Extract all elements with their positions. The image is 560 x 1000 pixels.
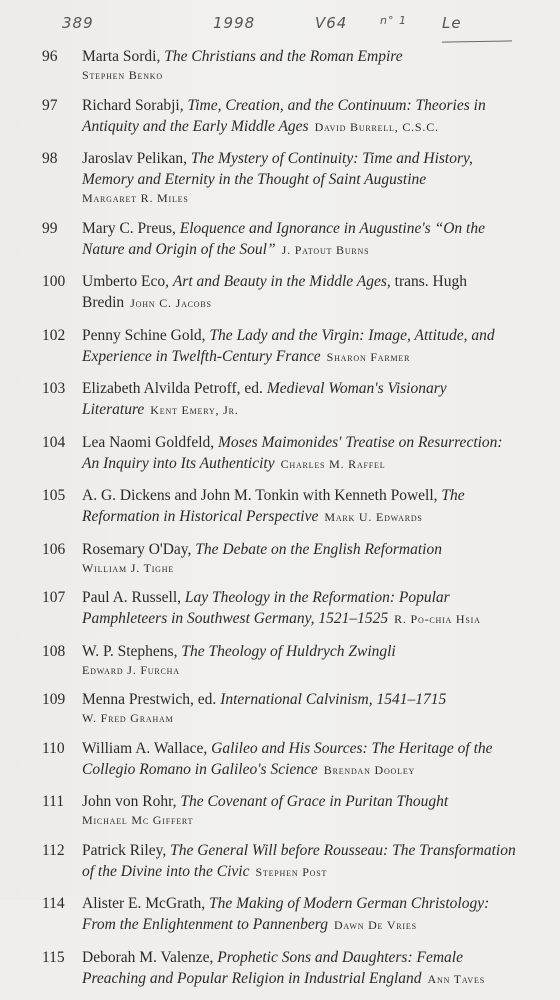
entry-author: Richard Sorabji, <box>82 96 188 114</box>
list-item <box>42 539 520 577</box>
entry-reviewer: Margaret R. Miles <box>82 191 189 205</box>
entry-reviewer: Stephen Post <box>255 864 328 879</box>
entry-reviewer: David Burrell, C.S.C. <box>314 119 439 134</box>
entry-number: 110 <box>42 739 65 757</box>
entry-author: Penny Schine Gold, <box>82 326 210 344</box>
entry-title: Moses Maimonides' Treatise on Resurrection: An Inquiry into Its Authenticity <box>82 433 503 472</box>
entry-title: Prophetic Sons and Daughters: Female Preaching and Popular Religion in Industrial England <box>82 948 463 987</box>
entry-title: Art and Beauty in the Middle Ages, <box>172 273 391 290</box>
entry-number: 98 <box>42 150 58 167</box>
entry-author: Alister E. McGrath, <box>82 895 209 912</box>
entry-author: W. P. Stephens, <box>82 642 182 660</box>
review-list <box>42 46 520 1000</box>
entry-title: Galileo and His Sources: The Heritage of the Collegio Romano in Galileo's Science <box>82 739 493 778</box>
entry-author: Umberto Eco, <box>82 273 173 290</box>
entry-title: Lay Theology in the Reformation: Popular Pamphleteers in Southwest Germany, 1521–1525 <box>82 589 450 627</box>
entry-title: Eloquence and Ignorance in Augustine's “On the Nature and Origin of the Soul” <box>82 219 485 258</box>
list-item <box>42 378 520 421</box>
handwritten-underline <box>442 40 512 42</box>
entry-author: Marta Sordi, <box>82 48 165 65</box>
handwritten-note: 389 <box>62 14 94 32</box>
entry-number: 100 <box>42 273 66 290</box>
entry-title: Time, Creation, and the Continuum: Theories in Antiquity and the Early Middle Ages <box>82 96 486 135</box>
list-item <box>42 587 520 630</box>
entry-number: 108 <box>42 642 66 660</box>
entry-reviewer: Brendan Dooley <box>323 762 416 777</box>
entry-author: John von Rohr, <box>82 793 181 810</box>
list-item <box>42 738 520 781</box>
entry-number: 103 <box>42 380 66 397</box>
list-item <box>42 689 520 727</box>
entry-reviewer: Dawn De Vries <box>333 918 417 932</box>
entry-reviewer: Ann Taves <box>427 971 485 986</box>
entry-title: The Christians and the Roman Empire <box>164 48 403 65</box>
list-item <box>42 325 520 368</box>
list-item <box>42 893 520 936</box>
entry-number: 99 <box>42 219 58 237</box>
entry-number: 112 <box>42 841 65 859</box>
entry-reviewer: W. Fred Graham <box>82 711 174 725</box>
entry-number: 111 <box>42 793 65 810</box>
entry-number: 115 <box>42 948 65 966</box>
list-item <box>42 148 520 207</box>
entry-author: William A. Wallace, <box>82 739 212 757</box>
entry-author: Elizabeth Alvilda Petroff, ed. <box>82 380 267 397</box>
list-item <box>42 46 520 84</box>
entry-author: Jaroslav Pelikan, <box>82 150 191 167</box>
handwritten-note: V64 <box>315 14 348 32</box>
handwritten-annotation <box>30 8 540 38</box>
entry-author: Paul A. Russell, <box>82 589 185 606</box>
entry-reviewer: Michael Mc Giffert <box>82 813 194 827</box>
entry-author: Rosemary O'Day, <box>82 540 196 558</box>
entry-author: Menna Prestwich, ed. <box>82 691 221 708</box>
entry-title: The Mystery of Continuity: Time and History, Memory and Eternity in the Thought of Saint Augustine <box>82 150 473 188</box>
entry-title: The Theology of Huldrych Zwingli <box>181 642 396 660</box>
entry-reviewer: Charles M. Raffel <box>280 456 386 471</box>
handwritten-note: n° 1 <box>380 14 407 27</box>
entry-number: 96 <box>42 48 58 65</box>
list-item <box>42 485 520 528</box>
entry-title: The Debate on the English Reformation <box>195 540 442 558</box>
list-item <box>42 840 520 883</box>
list-item <box>42 641 520 679</box>
entry-author: Patrick Riley, <box>82 841 171 859</box>
entry-title: The Reformation in Historical Perspective <box>82 487 465 525</box>
entry-author: A. G. Dickens and John M. Tonkin with Kenneth Powell, <box>82 487 442 504</box>
entry-title: The Covenant of Grace in Puritan Thought <box>180 793 449 810</box>
list-item <box>42 791 520 829</box>
list-item <box>42 218 520 261</box>
entry-number: 104 <box>42 433 66 451</box>
entry-reviewer: Mark U. Edwards <box>324 510 423 524</box>
entry-number: 109 <box>42 691 66 708</box>
entry-number: 106 <box>42 540 66 558</box>
handwritten-note: Le <box>442 14 462 32</box>
entry-reviewer: Kent Emery, Jr. <box>150 403 239 417</box>
entry-number: 102 <box>42 326 66 344</box>
list-item <box>42 432 520 475</box>
entry-title: International Calvinism, 1541–1715 <box>220 691 447 708</box>
entry-reviewer: J. Patout Burns <box>281 242 370 257</box>
entry-number: 114 <box>42 895 65 912</box>
entry-number: 105 <box>42 487 66 504</box>
list-item <box>42 271 520 314</box>
entry-title: The Lady and the Virgin: Image, Attitude, and Experience in Twelfth-Century France <box>82 326 495 365</box>
entry-number: 97 <box>42 96 58 114</box>
entry-reviewer: Sharon Farmer <box>326 349 411 364</box>
entry-reviewer: R. Po-chia Hsia <box>394 612 481 626</box>
entry-extra: trans. Hugh Bredin <box>82 273 467 311</box>
entry-author: Deborah M. Valenze, <box>82 948 218 966</box>
entry-title: The Making of Modern German Christology: From the Enlightenment to Pannenberg <box>82 895 490 933</box>
entry-title: Medieval Woman's Visionary Literature <box>82 380 447 418</box>
entry-reviewer: John C. Jacobs <box>130 296 212 310</box>
entry-reviewer: Stephen Benko <box>82 68 163 82</box>
entry-number: 107 <box>42 589 66 606</box>
entry-author: Mary C. Preus, <box>82 219 180 237</box>
entry-reviewer: William J. Tighe <box>82 560 175 575</box>
list-item <box>42 947 520 990</box>
entry-author: Lea Naomi Goldfeld, <box>82 433 219 451</box>
entry-title: The General Will before Rousseau: The Transformation of the Divine into the Civic <box>82 841 516 880</box>
list-item <box>42 95 520 138</box>
handwritten-note: 1998 <box>213 14 256 32</box>
entry-reviewer: Edward J. Furcha <box>82 662 180 677</box>
